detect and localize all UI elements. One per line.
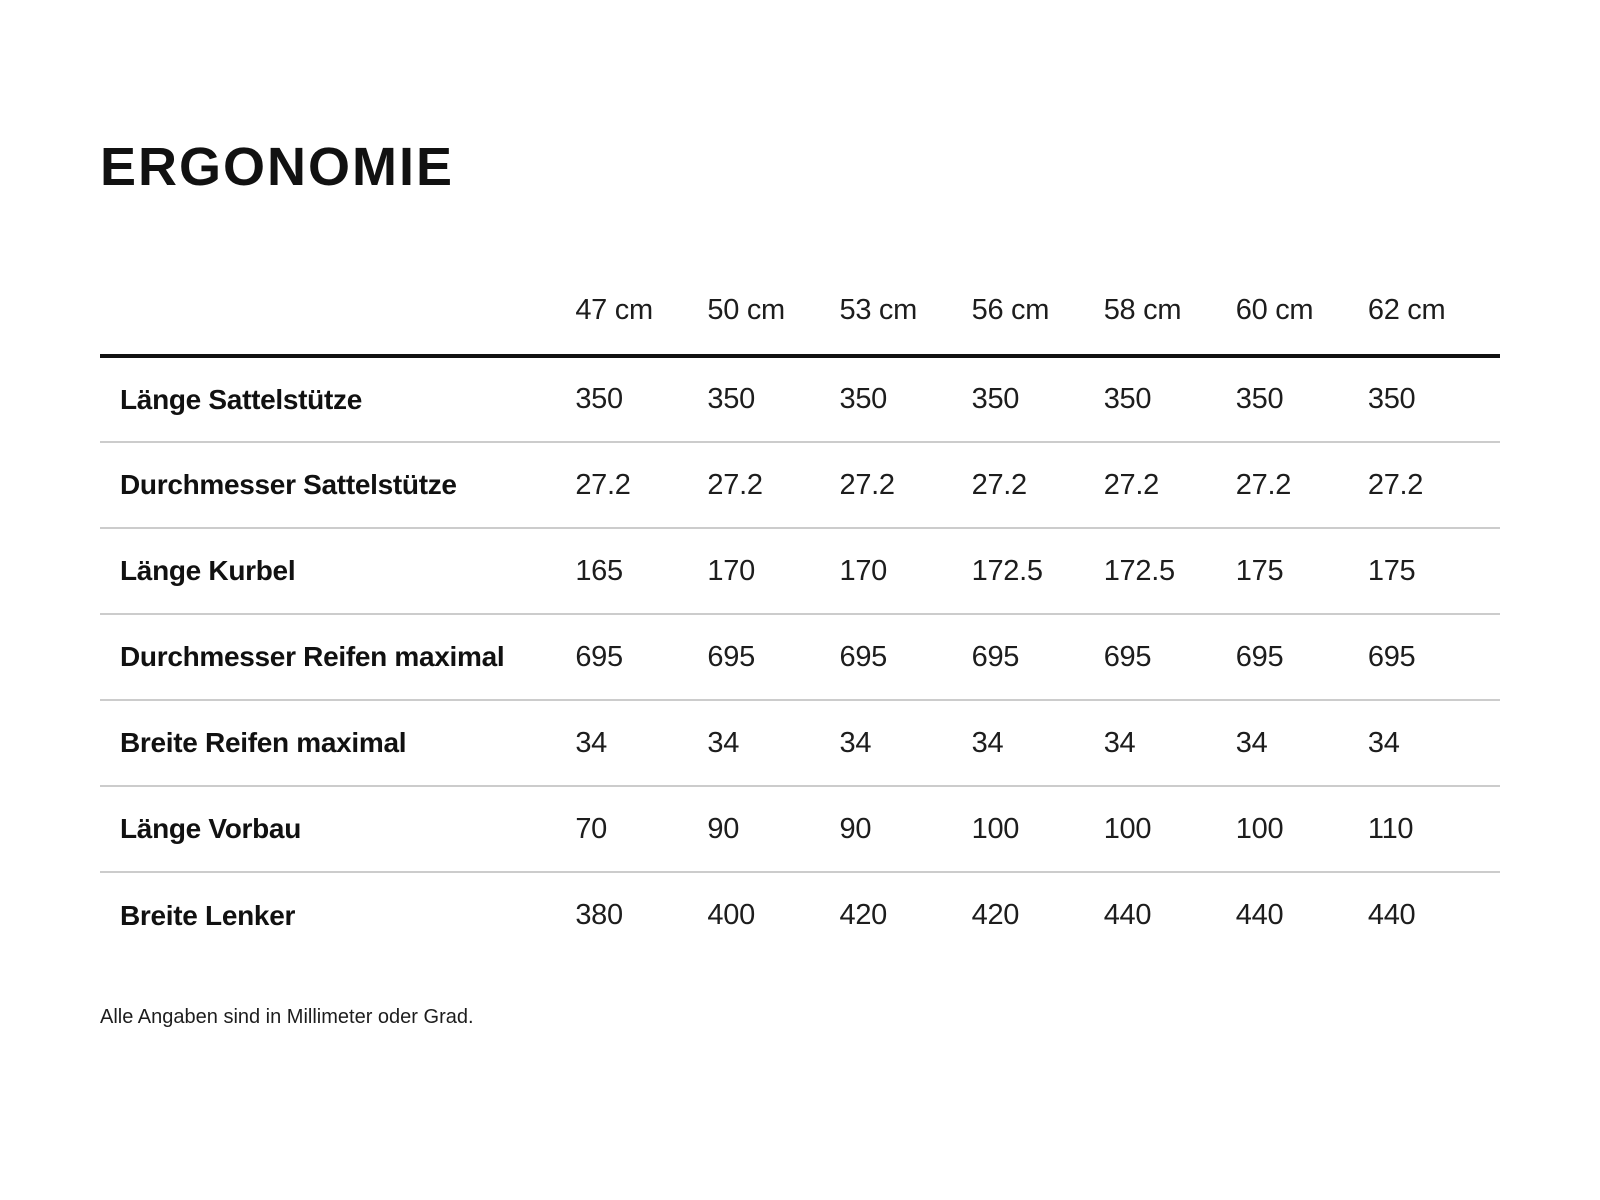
table-cell: 170 bbox=[839, 554, 888, 587]
table-cell: 420 bbox=[839, 899, 888, 931]
table-row-laenge-kurbel bbox=[100, 528, 1500, 614]
table-cell: 350 bbox=[1103, 383, 1152, 415]
table-cell: 34 bbox=[971, 726, 1004, 759]
table-cell: 695 bbox=[971, 640, 1020, 673]
table-cell: 695 bbox=[1103, 640, 1152, 673]
table-row-durchmesser-sattelstuetze bbox=[100, 442, 1500, 528]
table-row-laenge-sattelstuetze bbox=[100, 356, 1500, 442]
table-cell: 34 bbox=[839, 726, 872, 759]
page-title: ERGONOMIE bbox=[100, 137, 455, 197]
table-cell: 172.5 bbox=[1103, 554, 1175, 587]
table-cell: 100 bbox=[971, 812, 1020, 845]
column-header-62cm: 62 cm bbox=[1367, 293, 1446, 326]
table-cell: 350 bbox=[839, 383, 888, 415]
table-cell: 70 bbox=[575, 812, 607, 845]
table-header-empty-cell bbox=[100, 266, 575, 356]
table-cell: 350 bbox=[707, 383, 755, 415]
table-cell: 350 bbox=[575, 383, 623, 415]
footnote: Alle Angaben sind in Millimeter oder Grad. bbox=[100, 1006, 474, 1028]
table-cell: 170 bbox=[707, 554, 755, 587]
table-cell: 440 bbox=[1103, 899, 1152, 931]
ergonomics-table bbox=[100, 266, 1500, 958]
table-cell: 175 bbox=[1235, 554, 1284, 587]
table-cell: 100 bbox=[1103, 812, 1152, 845]
table-cell: 440 bbox=[1235, 899, 1284, 931]
column-header-56cm: 56 cm bbox=[971, 293, 1050, 326]
table-cell: 27.2 bbox=[1103, 468, 1159, 501]
table-cell: 34 bbox=[1103, 726, 1136, 759]
table-cell: 695 bbox=[575, 640, 623, 673]
row-label: Breite Lenker bbox=[120, 899, 296, 931]
table-cell: 695 bbox=[1367, 640, 1416, 673]
row-label: Breite Reifen maximal bbox=[120, 727, 407, 758]
table-cell: 34 bbox=[707, 726, 740, 759]
table-cell: 27.2 bbox=[707, 468, 763, 501]
row-label: Durchmesser Sattelstütze bbox=[120, 469, 457, 500]
table-cell: 90 bbox=[707, 812, 740, 845]
row-label: Länge Kurbel bbox=[120, 555, 296, 586]
table-cell: 350 bbox=[971, 383, 1020, 415]
table-cell: 27.2 bbox=[971, 468, 1027, 501]
column-header-60cm: 60 cm bbox=[1235, 293, 1314, 326]
table-cell: 695 bbox=[839, 640, 888, 673]
row-label: Länge Sattelstütze bbox=[120, 383, 362, 415]
column-header-47cm: 47 cm bbox=[575, 293, 653, 326]
row-label: Länge Vorbau bbox=[120, 813, 302, 844]
column-header-50cm: 50 cm bbox=[707, 293, 785, 326]
table-cell: 27.2 bbox=[1235, 468, 1292, 501]
table-cell: 27.2 bbox=[1367, 468, 1424, 501]
table-cell: 695 bbox=[707, 640, 755, 673]
column-header-58cm: 58 cm bbox=[1103, 293, 1182, 326]
table-row-laenge-vorbau bbox=[100, 786, 1500, 872]
column-header-53cm: 53 cm bbox=[839, 293, 917, 326]
table-cell: 695 bbox=[1235, 640, 1284, 673]
table-cell: 34 bbox=[575, 726, 607, 759]
table-cell: 380 bbox=[575, 899, 623, 931]
row-label: Durchmesser Reifen maximal bbox=[120, 641, 505, 672]
table-row-breite-lenker bbox=[100, 872, 1500, 958]
table-row-breite-reifen-maximal bbox=[100, 700, 1500, 786]
table-cell: 34 bbox=[1235, 726, 1268, 759]
table-header-row bbox=[100, 266, 1500, 356]
table-cell: 27.2 bbox=[839, 468, 895, 501]
table-cell: 165 bbox=[575, 554, 623, 587]
table-cell: 350 bbox=[1235, 383, 1284, 415]
table-cell: 400 bbox=[707, 899, 755, 931]
table-cell: 420 bbox=[971, 899, 1020, 931]
table-cell: 110 bbox=[1367, 812, 1414, 845]
table-cell: 34 bbox=[1367, 726, 1400, 759]
table-cell: 175 bbox=[1367, 554, 1416, 587]
table-cell: 350 bbox=[1367, 383, 1416, 415]
table-row-durchmesser-reifen-maximal bbox=[100, 614, 1500, 700]
table-cell: 440 bbox=[1367, 899, 1416, 931]
table-cell: 172.5 bbox=[971, 554, 1043, 587]
table-cell: 100 bbox=[1235, 812, 1284, 845]
table-cell: 27.2 bbox=[575, 468, 631, 501]
table-cell: 90 bbox=[839, 812, 872, 845]
